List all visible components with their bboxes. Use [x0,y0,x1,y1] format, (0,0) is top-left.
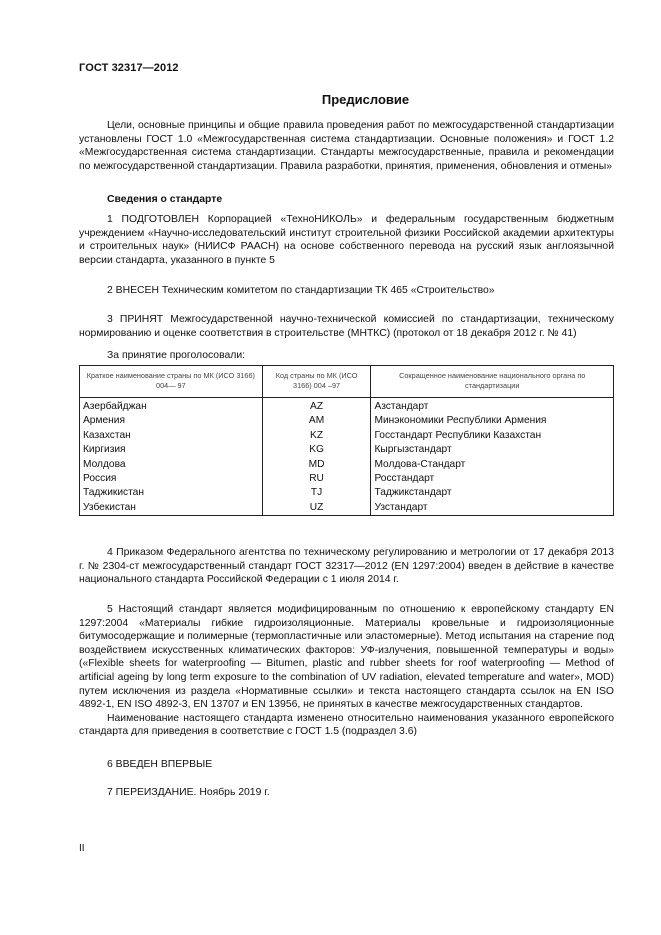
item-6-section [79,758,614,772]
item-3-paragraph: 3 ПРИНЯТ Межгосударственной научно-технической комиссией по стандартизации, техническому нормированию и оценке соответствия в строительстве (МНТКС) (протокол от 18 декабря 2012 г. № 41) [79,314,614,339]
table-row [80,443,614,457]
code-cell: KG [262,443,371,457]
country-cell: Азербайджан [80,398,263,415]
item-5-paragraph: 5 Настоящий стандарт является модифицированным по отношению к европейскому стандарту EN 1297:2004 «Материалы гибкие гидроизоляционные. Материалы кровельные и гидроизоляционные битумосодержащие и полимерные (термопластичные или эластомерные). Метод испытания на старение под воздействием искусственных климатических факторов: УФ-излучения, повышенной температуры и воды» («Flexible sheets for waterproofing — Bitumen, plastic and rubber sheets for roof waterproofing — Method of artificial ageing by long term exposure to the combination of UV radiation, elevated temperature and water», MOD) путем исключения из раздела «Нормативные ссылки» и текста настоящего стандарта ссылок на EN ISO 4892-1, EN ISO 4892-3, EN 13707 и EN 13956, не принятых в качестве межгосударственных стандартов. [79,604,614,711]
body-cell: Азстандарт [371,398,614,415]
country-cell: Киргизия [80,443,263,457]
body-cell: Узстандарт [371,501,614,516]
document-code: ГОСТ 32317—2012 [79,62,179,74]
code-cell: KZ [262,429,371,443]
code-cell: TJ [262,486,371,500]
country-cell: Казахстан [80,429,263,443]
body-cell: Молдова-Стандарт [371,458,614,472]
country-cell: Таджикистан [80,486,263,500]
column-header-code: Код страны по МК (ИСО 3166) 004 –97 [262,366,371,398]
code-cell: RU [262,472,371,486]
country-cell: Узбекистан [80,501,263,516]
item-2-paragraph: 2 ВНЕСЕН Техническим комитетом по стандартизации ТК 465 «Строительство» [107,285,495,296]
column-header-body: Сокращенное наименование национального органа по стандартизации [371,366,614,398]
about-standard-heading [79,193,614,207]
body-cell: Минэкономики Республики Армения [371,414,614,428]
page-title: Предисловие [321,92,410,107]
table-row [80,398,614,415]
body-cell: Кыргызстандарт [371,443,614,457]
item-1-section [79,213,614,267]
item-5-section [79,603,614,739]
code-cell: AZ [262,398,371,415]
table-row [80,472,614,486]
item-3-section [79,313,614,340]
body-cell: Росстандарт [371,472,614,486]
table-row [80,429,614,443]
table-row [80,501,614,516]
country-cell: Молдова [80,458,263,472]
page-number: II [79,843,85,854]
item-7-paragraph: 7 ПЕРЕИЗДАНИЕ. Ноябрь 2019 г. [107,787,270,798]
table-row [80,414,614,428]
country-cell: Армения [80,414,263,428]
item-4-section [79,546,614,587]
table-row [80,486,614,500]
code-cell: UZ [262,501,371,516]
table-header-row [80,366,614,398]
country-cell: Россия [80,472,263,486]
intro-section [79,119,614,173]
item-5-note: Наименование настоящего стандарта изменено относительно наименования указанного европейского стандарта для приведения в соответствие с ГОСТ 1.5 (подраздел 3.6) [79,712,614,738]
body-cell: Госстандарт Республики Казахстан [371,429,614,443]
subheading: Сведения о стандарте [107,194,223,205]
item-7-section [79,786,614,800]
column-header-country: Краткое наименование страны по МК (ИСО 3166) 004— 97 [80,366,263,398]
body-cell: Таджикстандарт [371,486,614,500]
voting-table [79,365,614,516]
intro-paragraph: Цели, основные принципы и общие правила проведения работ по межгосударственной стандартизации установлены ГОСТ 1.0 «Межгосударственная система стандартизации. Основные положения» и ГОСТ 1.2 «Межгосударственная система стандартизации. Стандарты межгосударственные, правила и рекомендации по межгосударственной стандартизации. Правила разработки, принятия, применения, обновления и отмены» [79,120,614,172]
voted-label-section [79,349,614,363]
table-row [80,458,614,472]
item-2-section [79,284,614,298]
item-6-paragraph: 6 ВВЕДЕН ВПЕРВЫЕ [107,759,213,770]
item-4-paragraph: 4 Приказом Федерального агентства по техническому регулированию и метрологии от 17 декабря 2013 г. № 2304-ст межгосударственный стандарт ГОСТ 32317—2012 (EN 1297:2004) введен в действие в качестве национального стандарта Российской Федерации с 1 июля 2014 г. [79,547,614,586]
code-cell: MD [262,458,371,472]
item-1-paragraph: 1 ПОДГОТОВЛЕН Корпорацией «ТехноНИКОЛЬ» и федеральным государственным бюджетным учреждением «Научно-исследовательский институт строительной физики Российской академии архитектуры и строительных наук» (НИИСФ РААСН) на основе собственного перевода на русский язык англоязычной версии стандарта, указанного в пункте 5 [79,214,614,266]
voted-label: За принятие проголосовали: [107,350,246,361]
code-cell: AM [262,414,371,428]
